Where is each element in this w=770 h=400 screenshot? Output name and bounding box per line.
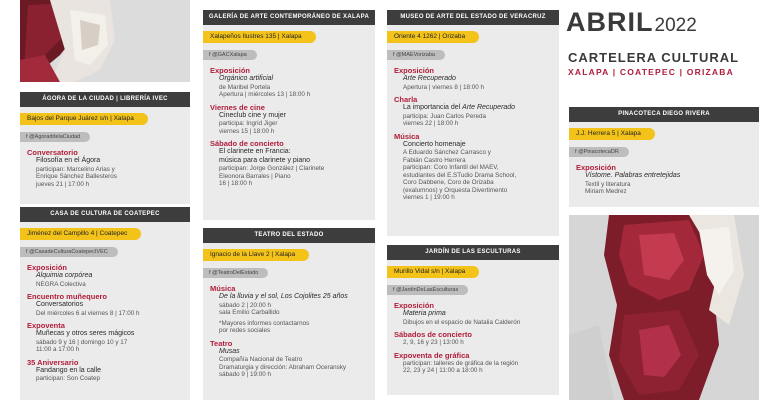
- venue-address: Bajos del Parque Juárez s/n | Xalapa: [20, 113, 148, 125]
- social-handle[interactable]: f @AgoraddelaCiudad: [20, 132, 90, 142]
- event-title: Alquimia corpórea: [36, 272, 93, 279]
- social-handle[interactable]: f @CasadeCulturaCoatepecIVEC: [20, 247, 118, 257]
- venue-title: JARDÍN DE LAS ESCULTURAS: [387, 245, 559, 260]
- event-title: Arte Recuperado: [403, 75, 456, 82]
- venue-address: Oriente 4 1262 | Orizaba: [387, 31, 479, 43]
- category-label: Exposición: [394, 301, 435, 310]
- textile-photo-top: [20, 0, 190, 82]
- category-label: Conversatorio: [27, 148, 78, 157]
- venue-title: MUSEO DE ARTE DEL ESTADO DE VERACRUZ: [387, 10, 559, 25]
- event-title: Muñecas y otros seres mágicos: [36, 330, 135, 337]
- category-label: Encuentro muñequero: [27, 292, 108, 301]
- category-label: 35 Aniversario: [27, 357, 79, 367]
- teatro-card: TEATRO DEL ESTADO Ignacio de la Llave 2 | Xalapa f @TeatroDelEstado Música De la lluvia y el sol, Los Cojolites 25 años sábado 2 | 20:00 h sala Emilio Carballido *Mayores informes contactarnos por redes sociales Teatro Musas Compañía Nacional de Teatro Dramaturgia y dirección: Abraham Oceransky sábado 9 | 19:00 h: [203, 228, 375, 400]
- venue-title: TEATRO DEL ESTADO: [203, 228, 375, 243]
- category-label: Exposición: [27, 263, 68, 272]
- category-label: Exposición: [576, 163, 617, 172]
- category-label: Charla: [394, 95, 418, 104]
- venue-address: Xalapeños Ilustres 135 | Xalapa: [203, 31, 316, 43]
- event-title: De la lluvia y el sol, Los Cojolites 25 años: [219, 293, 348, 300]
- venue-title: GALERÍA DE ARTE CONTEMPORÁNEO DE XALAPA: [203, 10, 375, 25]
- event-title: Orgánico artificial: [219, 75, 274, 82]
- textile-photo-bottom: [569, 215, 759, 400]
- page-subtitle: CARTELERA CULTURAL: [568, 50, 740, 65]
- category-label: Teatro: [210, 338, 233, 348]
- event-title: Vístome. Palabras entretejidas: [585, 172, 681, 179]
- page-title: [566, 7, 697, 38]
- social-handle[interactable]: f @TeatroDelEstado: [203, 268, 268, 278]
- category-label: Música: [210, 284, 236, 293]
- category-label: Viernes de cine: [210, 102, 265, 112]
- venue-address: Ignacio de la Llave 2 | Xalapa: [203, 249, 309, 261]
- event-title: Fandango en la calle: [36, 366, 101, 374]
- venue-title: CASA DE CULTURA DE COATEPEC: [20, 207, 190, 222]
- jardin-card: JARDÍN DE LAS ESCULTURAS Murillo Vidal s/n | Xalapa f @JardinDeLasEsculturas Exposición Materia prima Dibujos en el espacio de Natalia Calderón Sábados de concierto 2, 9, 16 y 23 | 13:00 h Expoventa de gráfica participan: talleres de gráfica de la región 22, 23 y 24 | 11:00 a 18:00 h: [387, 245, 559, 395]
- event-title: Conversatorios: [36, 301, 84, 308]
- event-title: Musas: [219, 347, 240, 355]
- category-label: Expoventa: [27, 321, 65, 330]
- event-title: Materia prima: [403, 310, 446, 317]
- venue-address: Murillo Vidal s/n | Xalapa: [387, 266, 479, 278]
- social-handle[interactable]: f @GACXalapa: [203, 50, 257, 60]
- category-label: Música: [394, 131, 420, 141]
- event-title: La importancia del Arte Recuperado: [403, 104, 516, 111]
- venue-address: Jiménez del Campillo 4 | Coatepec: [20, 228, 141, 240]
- month-label: ABRIL: [566, 7, 654, 37]
- venue-title: ÁGORA DE LA CIUDAD | LIBRERÍA IVEC: [20, 92, 190, 107]
- venue-title: PINACOTECA DIEGO RIVERA: [569, 107, 759, 122]
- category-label: Sábado de concierto: [210, 139, 284, 148]
- agora-card: ÁGORA DE LA CIUDAD | LIBRERÍA IVEC Bajos del Parque Juárez s/n | Xalapa f @AgoraddelaCiudad Conversatorio Filosofía en el Ágora participan: Marcelino Arias y Enrique Sánchez Ballesteros jueves 21 | 17:00 h: [20, 92, 190, 204]
- venue-address: J.J. Herrera 5 | Xalapa: [569, 128, 655, 140]
- category-label: Exposición: [210, 66, 251, 75]
- event-title: El clarinete en Francia:: [219, 148, 291, 155]
- social-handle[interactable]: f @JardinDeLasEsculturas: [387, 285, 468, 295]
- galeria-card: GALERÍA DE ARTE CONTEMPORÁNEO DE XALAPA Xalapeños Ilustres 135 | Xalapa f @GACXalapa Exposición Orgánico artificial de Maribel Portela Apertura | miércoles 13 | 18:00 h Viernes de cine Cineclub cine y mujer participa: Ingrid Jiger viernes 15 | 18:00 h Sábado de concierto El clarinete en Francia: música para clarinete y piano participan: Jorge González | Clarinete Eleonora Barrales | Piano 16 | 18:00 h: [203, 10, 375, 220]
- casa-cultura-card: CASA DE CULTURA DE COATEPEC Jiménez del Campillo 4 | Coatepec f @CasadeCulturaCoatepecIVEC Exposición Alquimia corpórea NEGRA Colectiva Encuentro muñequero Conversatorios Del miércoles 6 al viernes 8 | 17:00 h Expoventa Muñecas y otros seres mágicos sábado 9 y 16 | domingo 10 y 17 11:00 a 17:00 h 35 Aniversario Fandango en la calle participan: Son Coatep: [20, 207, 190, 400]
- event-title: Concierto homenaje: [403, 140, 466, 148]
- category-label: Expoventa de gráfica: [394, 350, 470, 360]
- year-label: 2022: [654, 15, 697, 36]
- category-label: Exposición: [394, 66, 435, 75]
- social-handle[interactable]: f @MAEVorizaba: [387, 50, 445, 60]
- category-label: Sábados de concierto: [394, 330, 472, 339]
- museo-card: MUSEO DE ARTE DEL ESTADO DE VERACRUZ Oriente 4 1262 | Orizaba f @MAEVorizaba Exposición Arte Recuperado Apertura | viernes 8 | 18:00 h Charla La importancia del Arte Recuperado participa: Juan Carlos Pereda viernes 22 | 18:00 h Música Concierto homenaje A Eduardo Sánchez Carrasco y Fabián Castro Herrera participan: Coro Infantil del MAEV, estudiantes del E.STudio Drama School, Coro Dabbene, Coro de Orizaba (exalumnos) y Orquesta Divertimento viernes 1 | 19:00 h: [387, 10, 559, 236]
- social-handle[interactable]: f @PinacotecaDR: [569, 147, 629, 157]
- event-title: Cineclub cine y mujer: [219, 111, 286, 119]
- cities-label: XALAPA | COATEPEC | ORIZABA: [568, 67, 734, 77]
- pinacoteca-card: PINACOTECA DIEGO RIVERA J.J. Herrera 5 | Xalapa f @PinacotecaDR Exposición Vístome. Palabras entretejidas Textil y literatura Miriam Medrez: [569, 107, 759, 207]
- event-title: Filosofía en el Ágora: [36, 157, 101, 164]
